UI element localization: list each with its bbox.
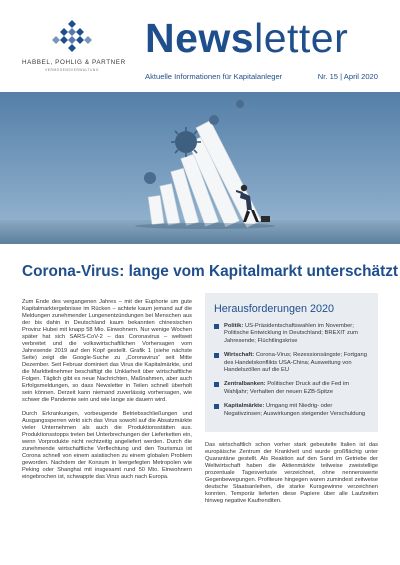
logo-subline: VERMÖGENSVERWALTUNG [45,68,99,72]
article-left-column [22,299,192,488]
newsletter-title [145,15,349,61]
logo-mark-icon [45,18,99,56]
hero-image [0,92,400,244]
square-bullet-icon [214,324,219,329]
challenge-label: Wirtschaft: [224,352,255,359]
challenge-item-zentralbanken [214,381,369,396]
square-bullet-icon [214,382,219,387]
challenges-title: Herausforderungen 2020 [214,303,335,315]
challenge-item-kapitalmaerkte [214,403,369,418]
article-headline: Corona-Virus: lange vom Kapitalmarkt unterschätzt [22,263,399,280]
article-paragraph-2: Durch Erkrankungen, vorbeugende Betriebsschließungen und Ausgangssperren wirkt sich das Virus sowohl auf die Absatzmärkte vieler Unternehmen als auch die Produktionsstätten aus. Produktionsstopps treten bei Unterbrechungen der Lieferketten ein, wenn Vorprodukte nicht rechtzeitig angeliefert werden. Durch die zunehmende wirtschaftliche Verflechtung und den Tourismus ist Corona schnell von einem asiatischen zu einem globalen Problem geworden. Nachdem der Konsum in leergefegten Metropolen wie Peking oder Shanghai mit insgesamt rund 50 Mio. Einwohnern eingebrochen ist, schwappte das Virus auch nach Europa. [22,411,192,480]
challenge-item-wirtschaft [214,352,369,374]
hero-illustration [0,92,400,244]
challenge-text: US-Präsidentschaftswahlen im November; Politische Entwicklung in Deutschland; BREXIT zum Jahresende; Flüchtlingskrise [224,323,358,344]
challenge-item-politik [214,323,369,345]
article-paragraph-1: Zum Ende des vergangenen Jahres – mit der Euphorie um gute Kapitalmarktergebnisse im Rücken – achtete kaum jemand auf die Meldungen zunehmender Lungenentzündungen bei Menschen aus der bis dahin in Deutschland kaum bekannten chinesischen Provinz Hubei mit knapp 58 Mio. Einwohnern. Nur wenige Wochen später hat sich SARS-CoV-2 – das Coronavirus – weltweit verbreitet und die volkswirtschaftlichen Vorhersagen vom Jahresende 2019 auf den Kopf gestellt. Grafik 1 (siehe nächste Seite) zeigt die Google-Suche zu „Coronavirus“ seit Mitte Dezember. Seit Februar dominiert das Virus die Kapitalmärkte, und die Marktteilnehmer beschäftigt die Unklarheit über wirtschaftliche Folgen. Täglich gibt es neue Nachrichten, Maßnahmen, aber auch Erfolgsmeldungen, so dass Newsletter in Teilen schnell überholt sein können. Derzeit kann niemand zuverlässig vorhersagen, wie schwer die Pandemie sein und wie lange sie dauern wird. [22,299,192,403]
issue-number: Nr. 15 | April 2020 [317,72,378,81]
logo-name: HABBEL, POHLIG & PARTNER [22,59,126,66]
square-bullet-icon [214,353,219,358]
challenge-label: Kapitalmärkte: [224,403,265,410]
company-logo [22,18,126,72]
challenge-label: Zentralbanken: [224,381,266,388]
title-rest: letter [254,15,349,61]
challenge-text: Corona-Virus; Rezessionsängste; Fortgang des Handelskonflikts USA-China; Ausweitung von Handelszöllen auf die EU [224,352,367,374]
article-paragraph-3: Das wirtschaftlich schon vorher stark gebeutelte Italien ist das europäische Zentrum der Krankheit und wurde großflächig unter Quarantäne gestellt. Als Reaktion auf den Sand im Getriebe der Weltwirtschaft haben die Aktienmärkte teilweise zweistellige prozentuale Tagesverluste verzeichnet, ohne nennenswerte Gegenbewegungen. Profiteure hingegen waren zumindest zeitweise deutsche Staatsanleihen, die starke Kursgewinne verzeichnen konnten. Temporär lieferten diese Papiere über alle Laufzeiten hinweg negative Kaufrenditen. [205,442,378,504]
briefcase-icon [261,216,270,222]
challenges-box [205,293,378,432]
challenge-label: Politik: [224,323,244,329]
article-right-column [205,442,378,505]
newsletter-subtitle: Aktuelle Informationen für Kapitalanleger [145,72,283,81]
title-main: News [145,15,255,61]
square-bullet-icon [214,404,219,409]
challenge-text: Politischer Druck auf die Fed im Wahljahr; Verhalten der neuen EZB-Spitze [224,381,350,395]
challenge-text: Umgang mit Niedrig- oder Negativzinsen; Auswirkungen steigender Verschuldung [224,403,366,417]
